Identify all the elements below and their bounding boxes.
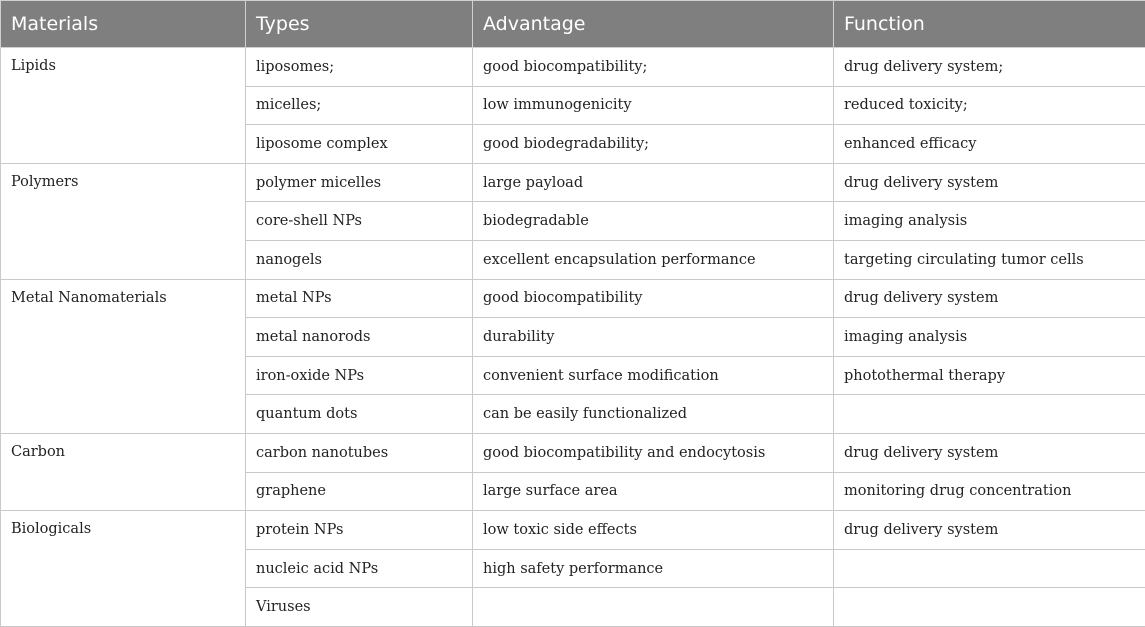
advantage-cell: good biocompatibility and endocytosis xyxy=(473,433,834,472)
type-cell: core-shell NPs xyxy=(246,202,473,241)
advantage-cell: biodegradable xyxy=(473,202,834,241)
table-body xyxy=(1,48,1145,627)
advantage-cell: convenient surface modification xyxy=(473,356,834,395)
advantage-cell: durability xyxy=(473,318,834,357)
function-cell: imaging analysis xyxy=(834,318,1145,357)
header-advantage: Advantage xyxy=(473,1,834,48)
table-row xyxy=(1,48,1145,87)
function-cell: drug delivery system xyxy=(834,163,1145,202)
material-cell: Carbon xyxy=(1,433,246,510)
function-cell: drug delivery system; xyxy=(834,48,1145,87)
advantage-cell: good biocompatibility xyxy=(473,279,834,318)
advantage-cell: large surface area xyxy=(473,472,834,511)
type-cell: micelles; xyxy=(246,86,473,125)
function-cell: drug delivery system xyxy=(834,279,1145,318)
type-cell: protein NPs xyxy=(246,511,473,550)
type-cell: carbon nanotubes xyxy=(246,433,473,472)
advantage-cell: can be easily functionalized xyxy=(473,395,834,434)
function-cell xyxy=(834,549,1145,588)
type-cell: graphene xyxy=(246,472,473,511)
type-cell: nucleic acid NPs xyxy=(246,549,473,588)
material-cell: Lipids xyxy=(1,48,246,164)
advantage-cell: good biodegradability; xyxy=(473,125,834,164)
header-materials: Materials xyxy=(1,1,246,48)
function-cell: photothermal therapy xyxy=(834,356,1145,395)
advantage-cell: good biocompatibility; xyxy=(473,48,834,87)
function-cell: imaging analysis xyxy=(834,202,1145,241)
function-cell: drug delivery system xyxy=(834,511,1145,550)
table-row xyxy=(1,279,1145,318)
type-cell: iron-oxide NPs xyxy=(246,356,473,395)
table-row xyxy=(1,433,1145,472)
type-cell: nanogels xyxy=(246,240,473,279)
function-cell: monitoring drug concentration xyxy=(834,472,1145,511)
material-cell: Polymers xyxy=(1,163,246,279)
advantage-cell: large payload xyxy=(473,163,834,202)
material-cell: Metal Nanomaterials xyxy=(1,279,246,433)
table-row xyxy=(1,511,1145,550)
header-function: Function xyxy=(834,1,1145,48)
type-cell: quantum dots xyxy=(246,395,473,434)
header-row xyxy=(1,1,1145,48)
advantage-cell: low immunogenicity xyxy=(473,86,834,125)
type-cell: polymer micelles xyxy=(246,163,473,202)
advantage-cell: excellent encapsulation performance xyxy=(473,240,834,279)
function-cell xyxy=(834,395,1145,434)
function-cell: reduced toxicity; xyxy=(834,86,1145,125)
function-cell: targeting circulating tumor cells xyxy=(834,240,1145,279)
function-cell xyxy=(834,588,1145,627)
advantage-cell xyxy=(473,588,834,627)
type-cell: metal NPs xyxy=(246,279,473,318)
advantage-cell: high safety performance xyxy=(473,549,834,588)
advantage-cell: low toxic side effects xyxy=(473,511,834,550)
type-cell: metal nanorods xyxy=(246,318,473,357)
type-cell: liposome complex xyxy=(246,125,473,164)
type-cell: Viruses xyxy=(246,588,473,627)
function-cell: drug delivery system xyxy=(834,433,1145,472)
table-row xyxy=(1,163,1145,202)
function-cell: enhanced efficacy xyxy=(834,125,1145,164)
material-cell: Biologicals xyxy=(1,511,246,627)
type-cell: liposomes; xyxy=(246,48,473,87)
header-types: Types xyxy=(246,1,473,48)
